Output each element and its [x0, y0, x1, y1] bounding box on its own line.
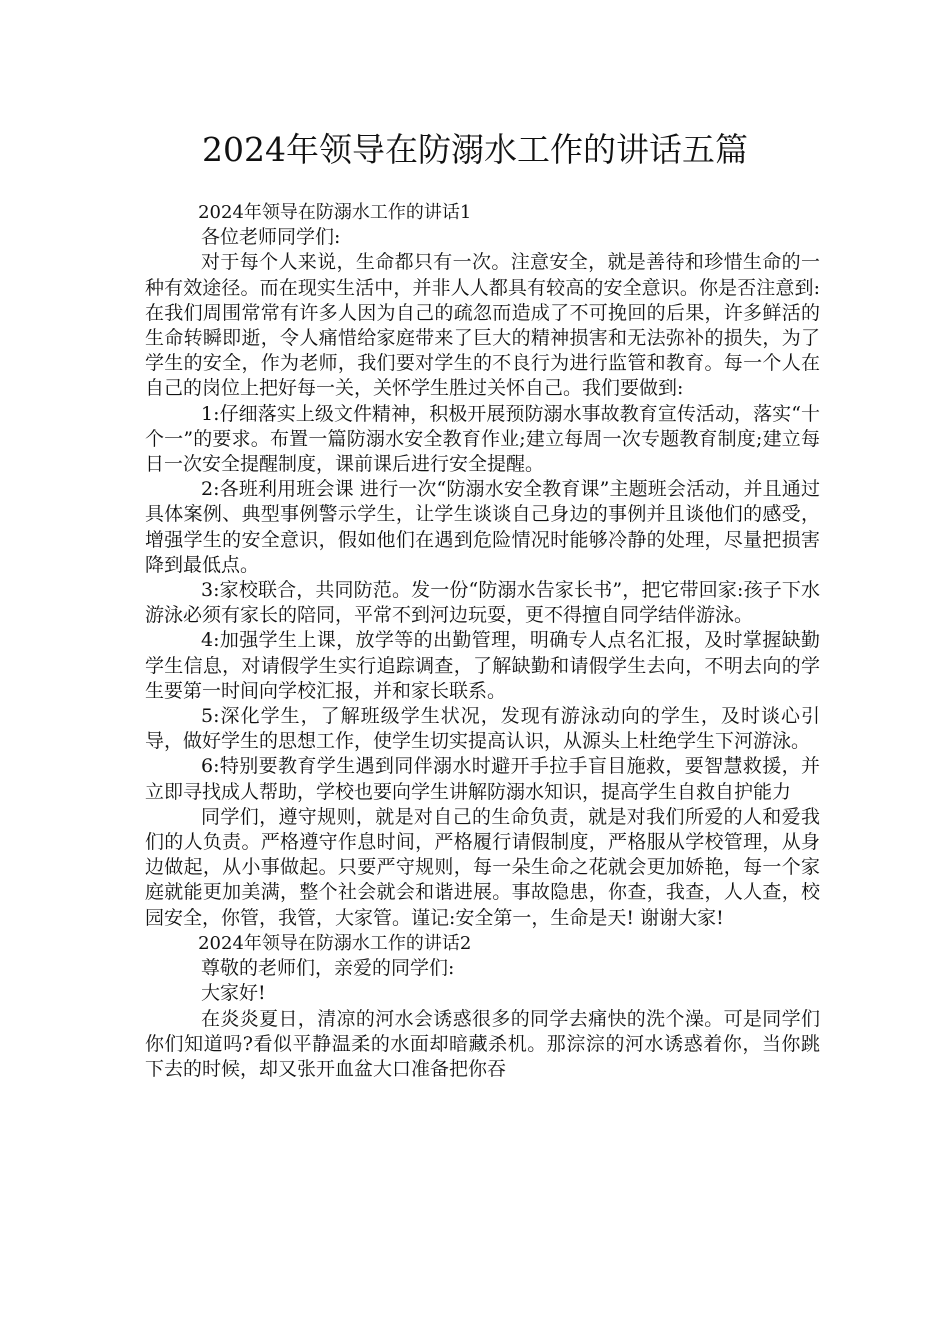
list-item: 6:特别要教育学生遇到同伴溺水时避开手拉手盲目施救，要智慧救援，并立即寻找成人帮助，学校也要向学生讲解防溺水知识，提高学生自救自护能力	[145, 755, 820, 803]
paragraph: 在炎炎夏日，清凉的河水会诱惑很多的同学去痛快的洗个澡。可是同学们你们知道吗?看似平静温柔的水面却暗藏杀机。那淙淙的河水诱惑着你，当你跳下去的时候，却又张开血盆大口准备把你吞	[145, 1007, 820, 1080]
paragraph: 同学们，遵守规则，就是对自己的生命负责，就是对我们所爱的人和爱我们的人负责。严格遵守作息时间，严格履行请假制度，严格服从学校管理，从身边做起，从小事做起。只要严守规则，每一朵生命之花就会更加娇艳，每一个家庭就能更加美满，整个社会就会和谐进展。事故隐患，你查，我查，人人查，校园安全，你管，我管，大家管。谨记:安全第一，生命是天! 谢谢大家!	[145, 805, 820, 929]
document-title: 2024年领导在防溺水工作的讲话五篇	[202, 130, 748, 169]
document-body	[145, 200, 820, 1082]
list-item: 4:加强学生上课，放学等的出勤管理，明确专人点名汇报，及时掌握缺勤学生信息，对请假学生实行追踪调查，了解缺勤和请假学生去向，不明去向的学生要第一时间向学校汇报，并和家长联系。	[145, 629, 820, 702]
list-item: 3:家校联合，共同防范。发一份“防溺水告家长书”，把它带回家:孩子下水游泳必须有家长的陪同，平常不到河边玩耍，更不得擅自同学结伴游泳。	[145, 579, 820, 627]
list-item: 2:各班利用班会课 进行一次“防溺水安全教育课”主题班会活动，并且通过具体案例、典型事例警示学生，让学生谈谈自己身边的事例并且谈他们的感受，增强学生的安全意识，假如他们在遇到危险情况时能够冷静的处理，尽量把损害降到最低点。	[145, 478, 820, 576]
paragraph: 对于每个人来说，生命都只有一次。注意安全，就是善待和珍惜生命的一种有效途径。而在现实生活中，并非人人都具有较高的安全意识。你是否注意到:在我们周围常常有许多人因为自己的疏忽而造成了不可挽回的后果，许多鲜活的生命转瞬即逝，令人痛惜给家庭带来了巨大的精神损害和无法弥补的损失，为了学生的安全，作为老师，我们要对学生的不良行为进行监管和教育。每一个人在自己的岗位上把好每一关，关怀学生胜过关怀自己。我们要做到:	[145, 251, 820, 400]
greeting: 各位老师同学们:	[201, 226, 341, 249]
section-heading: 2024年领导在防溺水工作的讲话2	[198, 932, 472, 954]
greeting: 大家好!	[201, 982, 266, 1005]
list-item: 5:深化学生，了解班级学生状况，发现有游泳动向的学生，及时谈心引导，做好学生的思想工作，使学生切实提高认识，从源头上杜绝学生下河游泳。	[145, 705, 820, 753]
list-item: 1:仔细落实上级文件精神，积极开展预防溺水事故教育宣传活动，落实“十个一”的要求。布置一篇防溺水安全教育作业;建立每周一次专题教育制度;建立每日一次安全提醒制度，课前课后进行安全提醒。	[145, 402, 820, 476]
greeting: 尊敬的老师们，亲爱的同学们:	[201, 957, 455, 980]
section-heading: 2024年领导在防溺水工作的讲话1	[198, 202, 472, 223]
